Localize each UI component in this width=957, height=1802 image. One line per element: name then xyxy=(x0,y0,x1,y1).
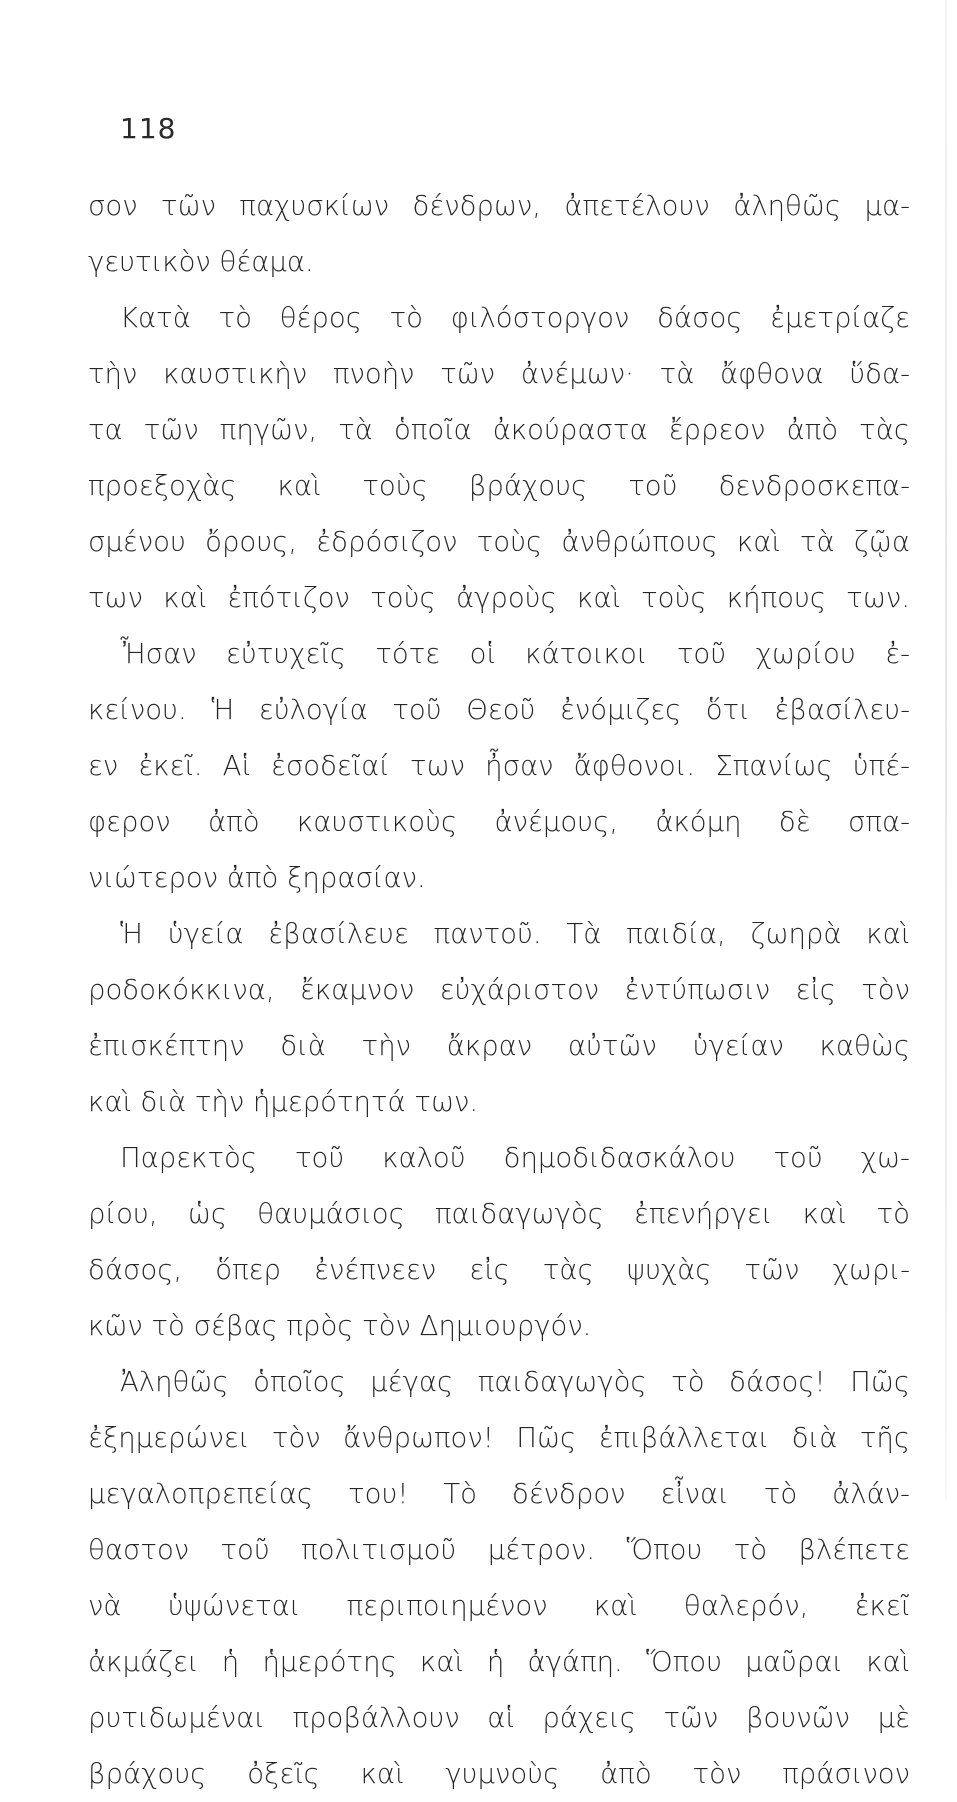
text-line: των καὶ ἐπότιζον τοὺς ἀγροὺς καὶ τοὺς κήπους των. xyxy=(88,582,910,614)
text-line: δάσος, ὅπερ ἐνέπνεεν εἰς τὰς ψυχὰς τῶν χωρι- xyxy=(88,1254,910,1286)
text-line: θαστον τοῦ πολιτισμοῦ μέτρον. Ὅπου τὸ βλέπετε xyxy=(88,1534,910,1566)
page-number: 118 xyxy=(120,112,177,145)
text-line: νὰ ὑψώνεται περιποιημένον καὶ θαλερόν, ἐκεῖ xyxy=(88,1590,910,1622)
text-line: τα τῶν πηγῶν, τὰ ὁποῖα ἀκούραστα ἔρρεον ἀπὸ τὰς xyxy=(88,414,910,446)
text-line: ἀκμάζει ἡ ἡμερότης καὶ ἡ ἀγάπη. Ὅπου μαῦραι καὶ xyxy=(88,1646,910,1678)
text-line: κείνου. Ἡ εὐλογία τοῦ Θεοῦ ἐνόμιζες ὅτι ἐβασίλευ- xyxy=(88,694,910,726)
text-line: μεγαλοπρεπείας του! Τὸ δένδρον εἶναι τὸ ἀλάν- xyxy=(88,1478,910,1510)
text-line: ρυτιδωμέναι προβάλλουν αἱ ράχεις τῶν βουνῶν μὲ xyxy=(88,1702,910,1734)
text-line: ρίου, ὡς θαυμάσιος παιδαγωγὸς ἐπενήργει καὶ τὸ xyxy=(88,1198,910,1230)
text-line: εν ἐκεῖ. Αἱ ἐσοδεῖαί των ἦσαν ἄφθονοι. Σπανίως ὑπέ- xyxy=(88,750,910,782)
text-line: φερον ἀπὸ καυστικοὺς ἀνέμους, ἀκόμη δὲ σπα- xyxy=(88,806,910,838)
text-line: ροδοκόκκινα, ἔκαμνον εὐχάριστον ἐντύπωσιν εἰς τὸν xyxy=(88,974,910,1006)
text-line: Κατὰ τὸ θέρος τὸ φιλόστοργον δάσος ἐμετρίαζε xyxy=(120,302,910,334)
text-line: Παρεκτὸς τοῦ καλοῦ δημοδιδασκάλου τοῦ χω- xyxy=(120,1142,910,1174)
text-line: προεξοχὰς καὶ τοὺς βράχους τοῦ δενδροσκεπα- xyxy=(88,470,910,502)
text-line: καὶ διὰ τὴν ἡμερότητά των. xyxy=(88,1086,479,1118)
text-line: Ἦσαν εὐτυχεῖς τότε οἱ κάτοικοι τοῦ χωρίου ἐ- xyxy=(120,638,910,670)
text-line: νιώτερον ἀπὸ ξηρασίαν. xyxy=(88,862,426,894)
text-line: ἐπισκέπτην διὰ τὴν ἄκραν αὐτῶν ὑγείαν καθὼς xyxy=(88,1030,910,1062)
text-line: Ἡ ὑγεία ἐβασίλευε παντοῦ. Τὰ παιδία, ζωηρὰ καὶ xyxy=(120,918,910,950)
text-line: Ἀληθῶς ὁποῖος μέγας παιδαγωγὸς τὸ δάσος! Πῶς xyxy=(120,1366,910,1398)
text-line: βράχους ὀξεῖς καὶ γυμνοὺς ἀπὸ τὸν πράσινον xyxy=(88,1758,910,1790)
page-edge xyxy=(945,0,947,1500)
body-text xyxy=(88,178,910,1802)
text-line: σμένου ὄρους, ἐδρόσιζον τοὺς ἀνθρώπους καὶ τὰ ζῷα xyxy=(88,526,910,558)
text-line: τὴν καυστικὴν πνοὴν τῶν ἀνέμων· τὰ ἄφθονα ὕδα- xyxy=(88,358,910,390)
text-line: γευτικὸν θέαμα. xyxy=(88,246,314,278)
text-line: σον τῶν παχυσκίων δένδρων, ἀπετέλουν ἀληθῶς μα- xyxy=(88,190,910,222)
text-line: κῶν τὸ σέβας πρὸς τὸν Δημιουργόν. xyxy=(88,1310,592,1342)
text-line: ἐξημερώνει τὸν ἄνθρωπον! Πῶς ἐπιβάλλεται διὰ τῆς xyxy=(88,1422,910,1454)
